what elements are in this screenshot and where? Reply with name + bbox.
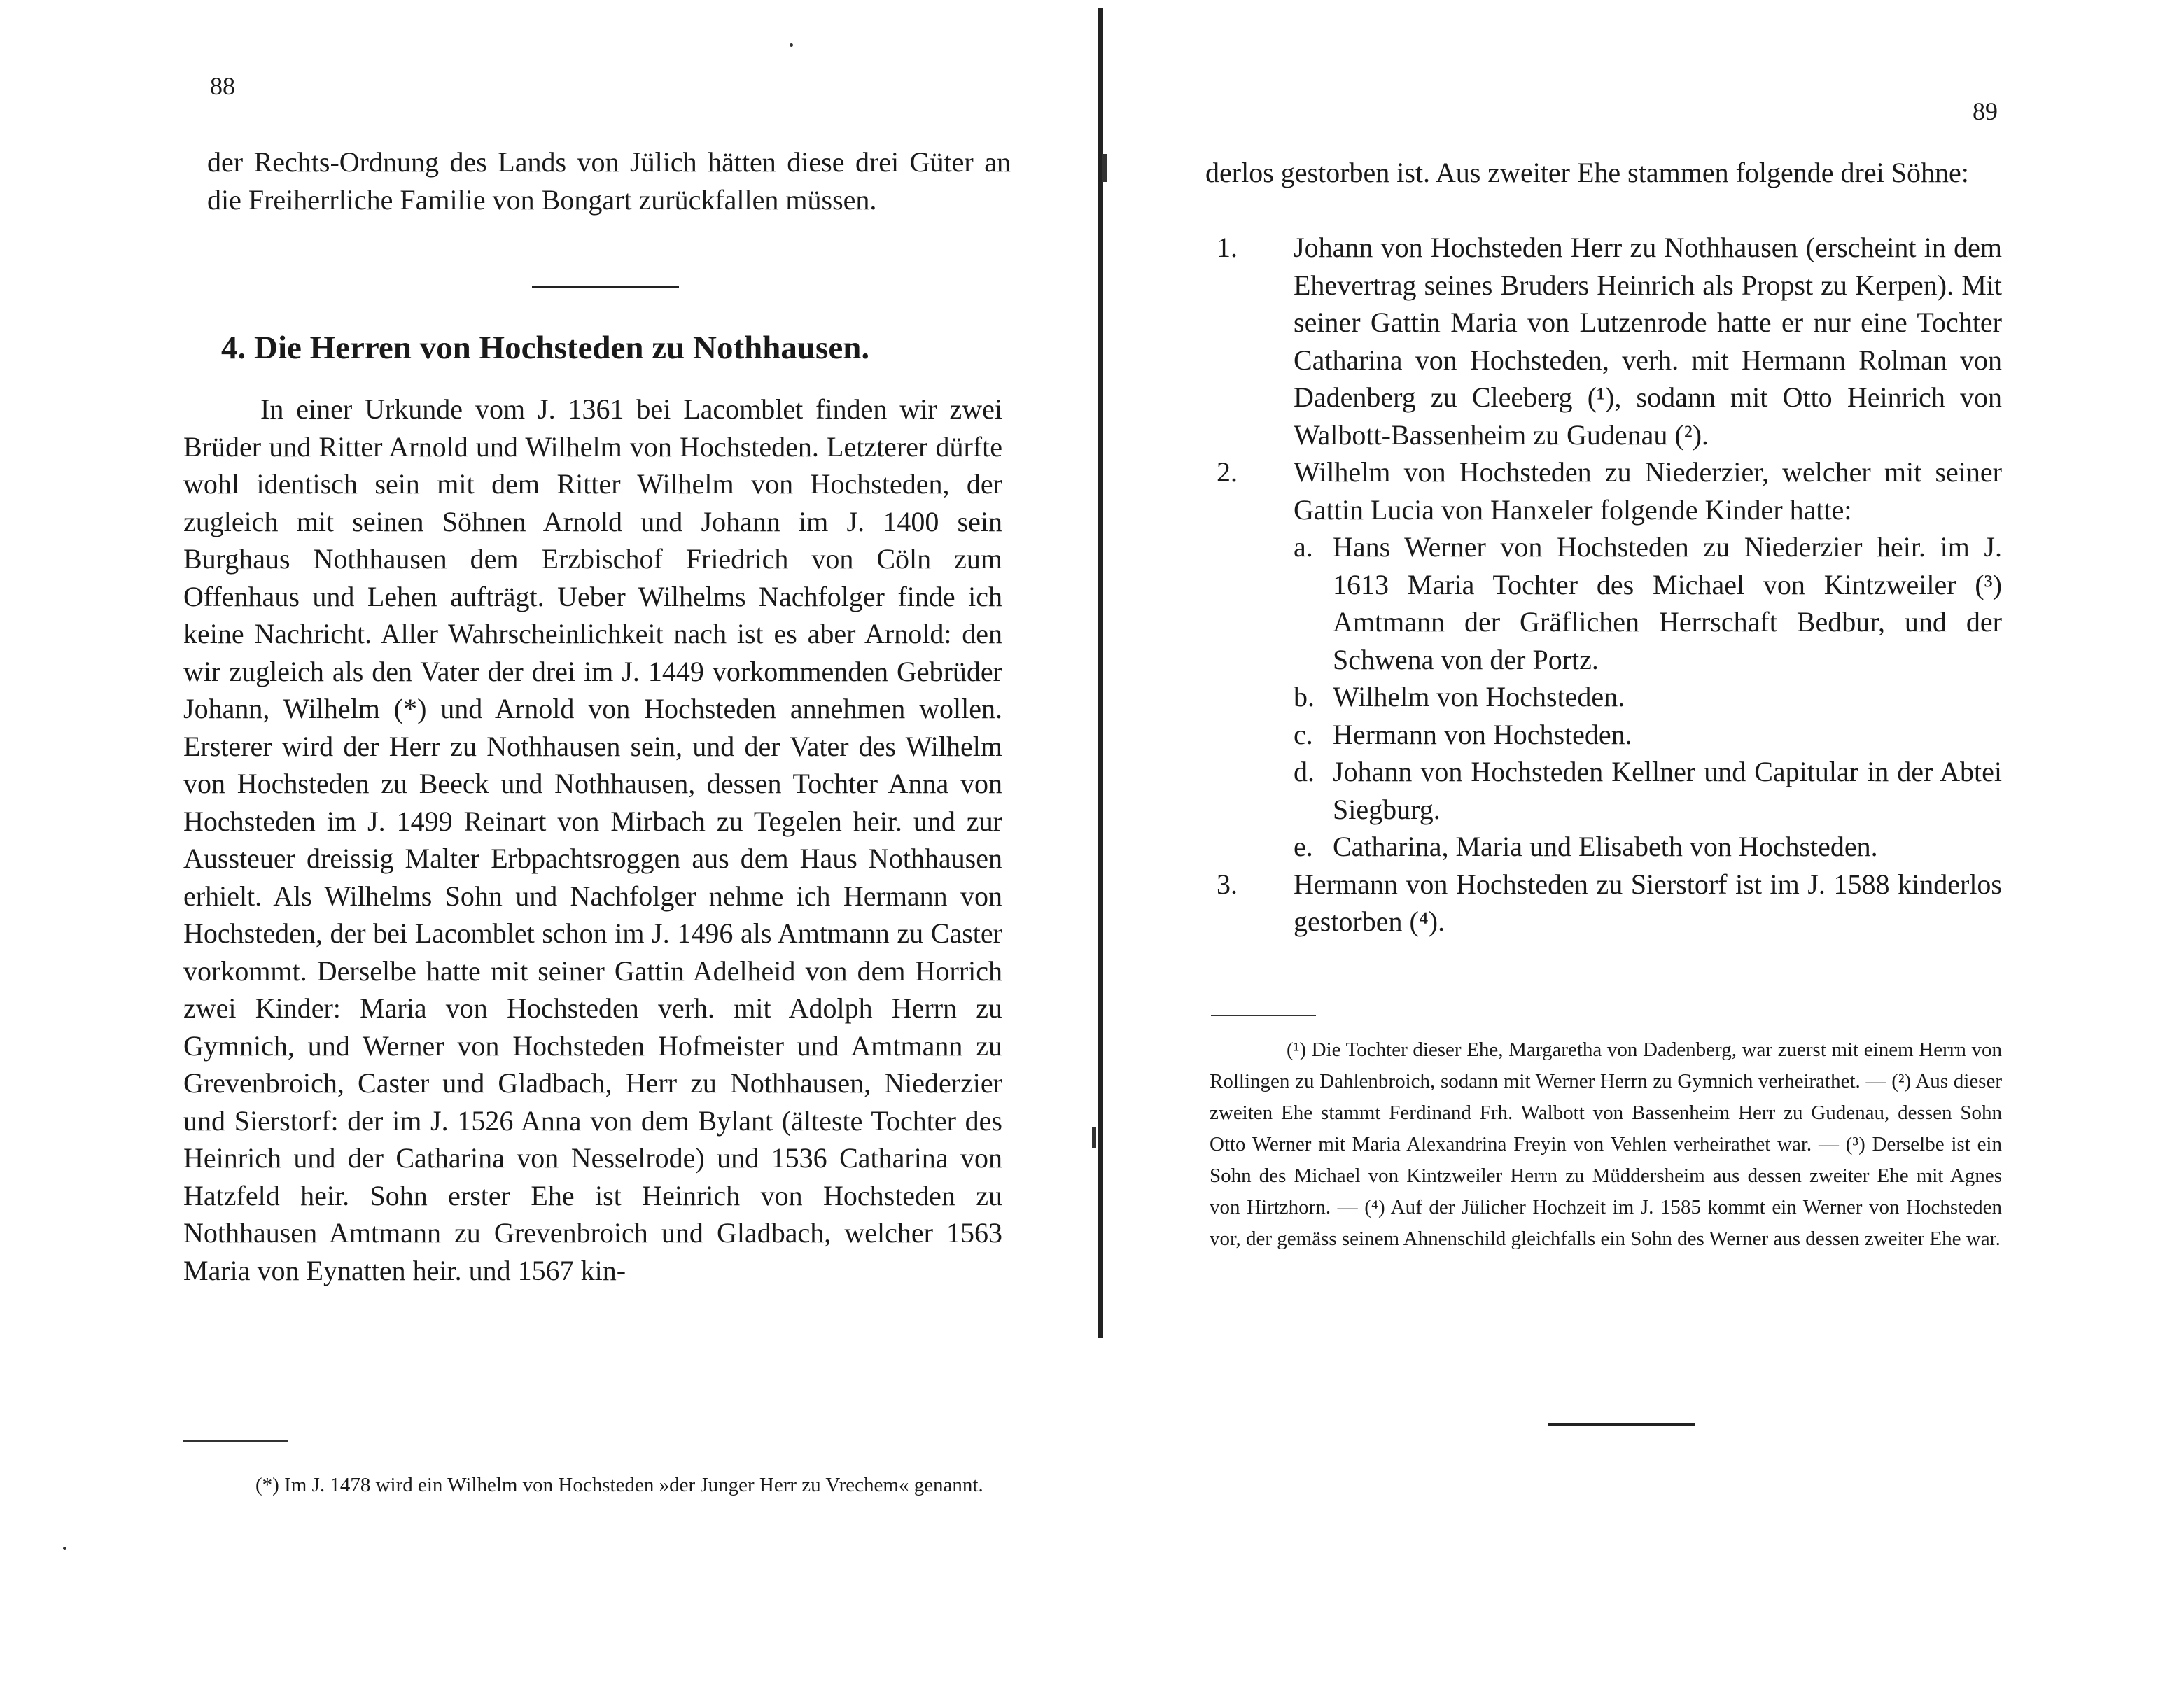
end-divider	[1548, 1423, 1695, 1426]
sub-list-text: Hans Werner von Hochsteden zu Niederzier heir. im J. 1613 Maria Tochter des Michael von Kintzweiler (³) Amtmann der Gräflichen Herrschaft Bedbur, und der Schwena von der Portz.	[1333, 531, 2002, 675]
sub-list-letter: b.	[1294, 681, 1315, 712]
sub-list-text: Wilhelm von Hochsteden.	[1333, 681, 1625, 712]
sub-list-text: Hermann von Hochsteden.	[1333, 718, 1632, 750]
paper-speck	[63, 1547, 66, 1550]
sub-list-letter: c.	[1294, 718, 1313, 750]
book-gutter	[1098, 8, 1103, 1338]
sub-list-letter: a.	[1294, 531, 1313, 563]
footnote-rule-left	[183, 1440, 288, 1442]
sub-list-item	[1294, 753, 2002, 828]
sub-list-letter: e.	[1294, 831, 1313, 862]
list-text: Hermann von Hochsteden zu Sierstorf ist im J. 1588 kinderlos gestorben (⁴).	[1294, 868, 2002, 937]
footnote-text-right: (¹) Die Tochter dieser Ehe, Margaretha von Dadenberg, war zuerst mit einem Herrn von Rollingen zu Dahlenbroich, sodann mit Werner Herrn zu Gymnich verheirathet. — (²) Aus dieser zweiten Ehe stammt Ferdinand Frh. Walbott von Bassenheim Herr zu Gudenau, dessen Sohn Otto Werner mit Maria Alexandrina Freyin von Vehlen verheirathet war. — (³) Derselbe ist ein Sohn des Michael von Kintzweiler Herrn zu Müddersheim aus dessen zweiter Ehe mit Agnes von Hirtzhorn. — (⁴) Auf der Jülicher Hochzeit im J. 1585 kommt ein Werner von Hochsteden vor, der gemäss seinem Ahnenschild gleichfalls ein Sohn des Werner aus dessen zweiter Ehe war.	[1210, 1039, 2002, 1250]
list-item	[1217, 453, 2002, 866]
list-text: Wilhelm von Hochsteden zu Niederzier, welcher mit seiner Gattin Lucia von Hanxeler folgende Kinder hatte:	[1294, 456, 2002, 526]
right-page	[1106, 0, 2184, 1695]
section-divider	[532, 286, 679, 288]
list-item	[1217, 229, 2002, 453]
paper-speck	[790, 43, 793, 47]
section-heading: 4. Die Herren von Hochsteden zu Nothhausen.	[221, 330, 870, 366]
body-text-left	[183, 391, 1002, 1289]
continuation-text-left	[207, 143, 1011, 218]
continuation-paragraph: der Rechts-Ordnung des Lands von Jülich hätten diese drei Güter an die Freiherrliche Familie von Bongart zurückfallen müssen.	[207, 146, 1011, 216]
sub-list-letter: d.	[1294, 756, 1315, 787]
footnote-text-left: (*) Im J. 1478 wird ein Wilhelm von Hochsteden »der Junger Herr zu Vrechem« genannt.	[255, 1474, 983, 1496]
list-number: 2.	[1217, 456, 1238, 488]
continuation-text-right	[1205, 154, 2002, 192]
sub-list-text: Johann von Hochsteden Kellner und Capitular in der Abtei Siegburg.	[1333, 756, 2002, 825]
sub-list-item	[1294, 716, 2002, 754]
footnote-left	[178, 1470, 983, 1501]
list-number: 1.	[1217, 232, 1238, 263]
sub-list-text: Catharina, Maria und Elisabeth von Hochsteden.	[1333, 831, 1878, 862]
sons-list	[1217, 229, 2002, 941]
list-item	[1217, 866, 2002, 941]
body-paragraph: In einer Urkunde vom J. 1361 bei Lacomblet finden wir zwei Brüder und Ritter Arnold und Wilhelm von Hochsteden. Letzterer dürfte wohl identisch sein mit dem Ritter Wilhelm von Hochsteden, der zugleich mit seinen Söhnen Arnold und Johann im J. 1400 sein Burghaus Nothhausen dem Erzbischof Friedrich von Cöln zum Offenhaus und Lehen aufträgt. Ueber Wilhelms Nachfolger finde ich keine Nachricht. Aller Wahrscheinlichkeit nach ist es aber Arnold: den wir zugleich als den Vater der drei im J. 1449 vorkommenden Gebrüder Johann, Wilhelm (*) und Arnold von Hochsteden annehmen wollen. Ersterer wird der Herr zu Nothhausen sein, und der Vater des Wilhelm von Hochsteden zu Beeck und Nothhausen, dessen Tochter Anna von Hochsteden im J. 1499 Reinart von Mirbach zu Tegelen heir. und zur Aussteuer dreissig Malter Erbpachtsroggen aus dem Haus Nothhausen erhielt. Als Wilhelms Sohn und Nachfolger nehme ich Hermann von Hochsteden, der bei Lacomblet schon im J. 1496 als Amtmann zu Caster vorkommt. Derselbe hatte mit seiner Gattin Adelheid von dem Horrich zwei Kinder: Maria von Hochsteden verh. mit Adolph Herrn zu Gymnich, und Werner von Hochsteden Hofmeister und Amtmann zu Grevenbroich, Caster und Gladbach, Herr zu Nothhausen, Niederzier und Sierstorf: der im J. 1526 Anna von dem Bylant (älteste Tochter des Heinrich und der Catharina von Nesselrode) und 1536 Catharina von Hatzfeld heir. Sohn erster Ehe ist Heinrich von Hochsteden zu Nothhausen Amtmann zu Grevenbroich und Gladbach, welcher 1563 Maria von Eynatten heir. und 1567 kin-	[183, 393, 1002, 1286]
footnotes-right	[1210, 1034, 2002, 1255]
sub-list-item	[1294, 528, 2002, 678]
list-text: Johann von Hochsteden Herr zu Nothhausen (erscheint in dem Ehevertrag seines Bruders Heinrich als Propst zu Kerpen). Mit seiner Gattin Maria von Lutzenrode hatte er nur eine Tochter Catharina von Hochsteden, verh. mit Hermann Rolman von Dadenberg zu Cleeberg (¹), sodann mit Otto Heinrich von Walbott-Bassenheim zu Gudenau (²).	[1294, 232, 2002, 451]
page-number-right: 89	[1973, 97, 1998, 125]
list-number: 3.	[1217, 868, 1238, 900]
gutter-mark	[1092, 1127, 1096, 1148]
continuation-paragraph: derlos gestorben ist. Aus zweiter Ehe stammen folgende drei Söhne:	[1205, 157, 1969, 188]
sub-list-item	[1294, 678, 2002, 716]
page-number-left: 88	[210, 72, 235, 100]
sub-list-item	[1294, 828, 2002, 866]
children-list	[1294, 528, 2002, 866]
footnote-rule-right	[1211, 1015, 1316, 1016]
